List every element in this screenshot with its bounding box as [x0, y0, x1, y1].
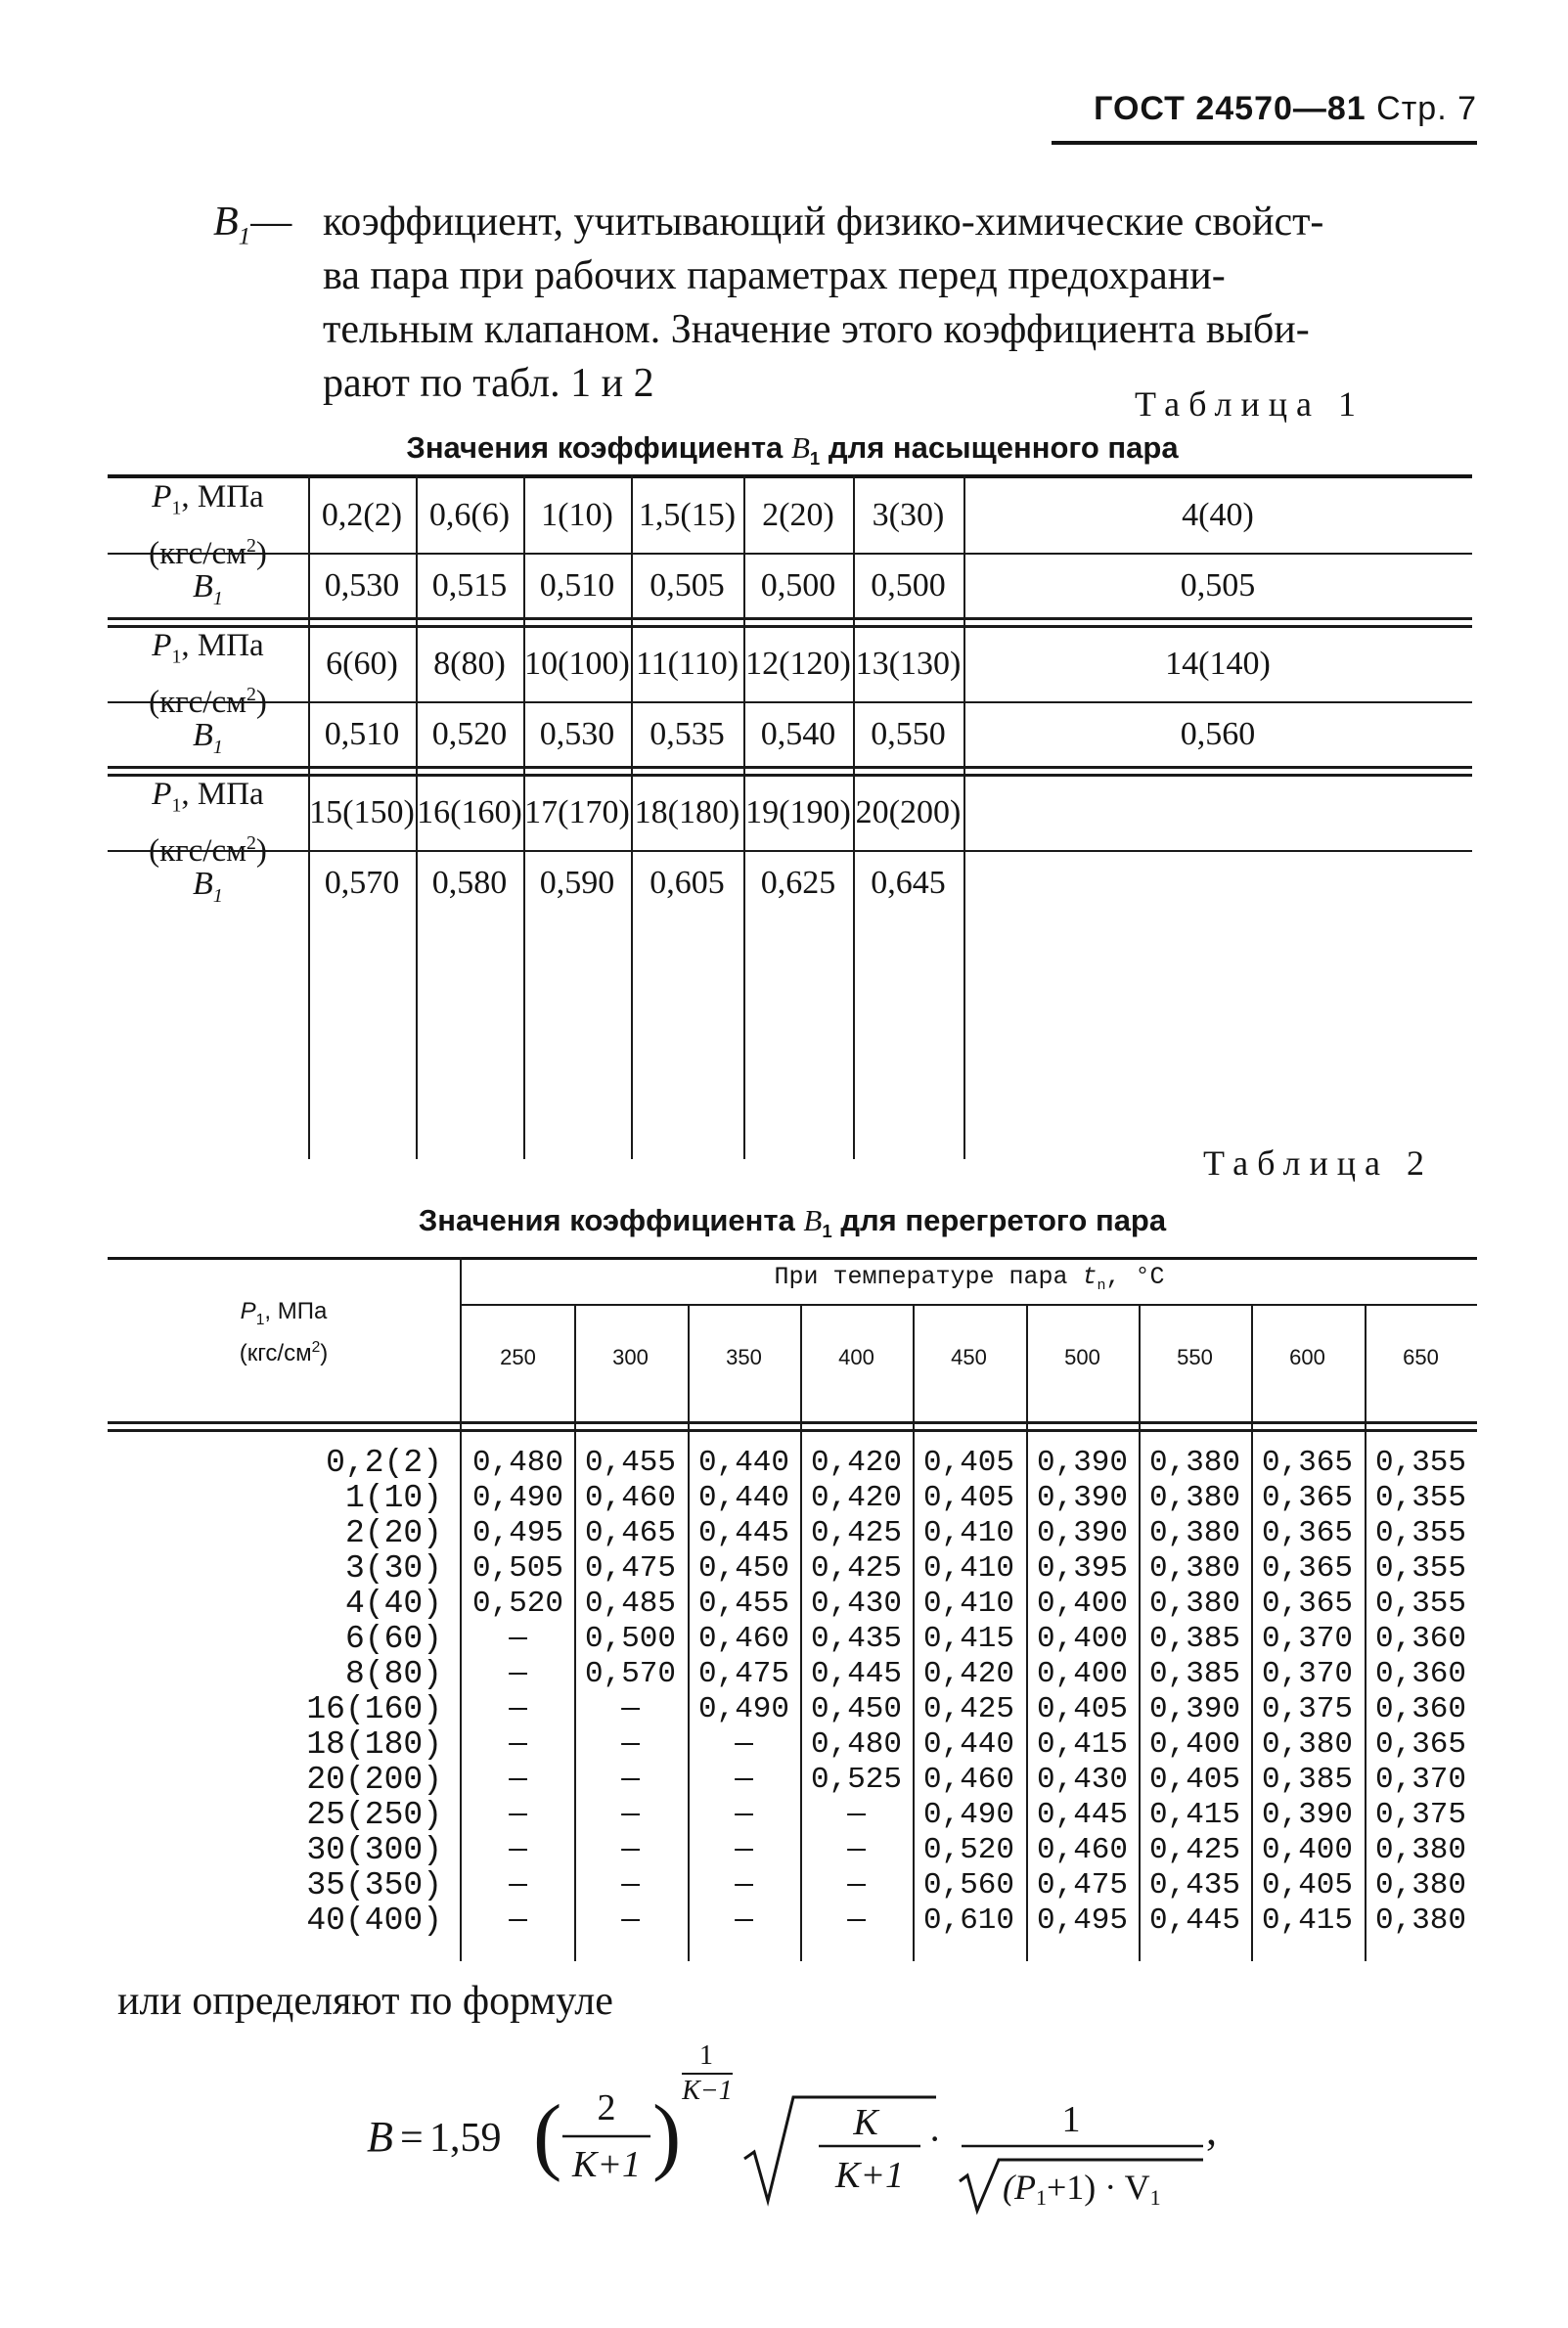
b1-row-header: $B_1$ — [193, 568, 223, 609]
b1-value-cell: 0,520 — [431, 716, 508, 753]
b1-value-cell: 0,560 — [922, 1868, 1014, 1903]
temperature-header: При температуре пара $t_n$, °С — [774, 1263, 1165, 1294]
definition-text — [323, 196, 1480, 411]
formula-frac1-den: K+1 — [572, 2144, 641, 2185]
b1-value-cell: — — [621, 1868, 640, 1903]
pressure-cell: 8(80) — [344, 1656, 442, 1692]
pressure-cell: 6(60) — [326, 646, 398, 683]
b1-value-cell: 0,355 — [1374, 1551, 1466, 1586]
b1-value-cell: 0,560 — [1180, 716, 1256, 753]
pressure-cell: 3(30) — [872, 497, 945, 534]
pressure-cell: 1,5(15) — [638, 497, 737, 534]
b1-value-cell: — — [621, 1798, 640, 1832]
b1-value-cell: 0,415 — [922, 1622, 1014, 1656]
pressure-cell: 0,2(2) — [321, 497, 403, 534]
b1-value-cell: 0,420 — [810, 1481, 902, 1515]
b1-value-cell: 0,465 — [584, 1516, 676, 1550]
b1-value-cell: 0,365 — [1261, 1446, 1353, 1480]
formula-comma: , — [1206, 2106, 1217, 2154]
pressure-cell: 17(170) — [524, 794, 630, 831]
b1-value-cell: 0,405 — [922, 1446, 1014, 1480]
pressure-cell — [963, 776, 1472, 850]
b1-value-cell: 0,480 — [810, 1727, 902, 1762]
b1-value-cell: 0,410 — [922, 1551, 1014, 1586]
b1-value-cell: 0,380 — [1148, 1446, 1240, 1480]
pressure-cell: 15(150) — [309, 794, 415, 831]
b1-value-cell: 0,390 — [1036, 1446, 1128, 1480]
b1-value-cell: 0,500 — [871, 567, 946, 604]
b1-value-cell: 0,455 — [584, 1446, 676, 1480]
b1-value-cell: 0,460 — [922, 1763, 1014, 1797]
b1-value-cell: 0,385 — [1148, 1622, 1240, 1656]
temperature-cell: 500 — [1064, 1345, 1100, 1369]
formula-exp-num: 1 — [699, 2040, 713, 2071]
b1-row-header: $B_1$ — [193, 717, 223, 758]
b1-value-cell: — — [847, 1798, 866, 1832]
b1-value-cell: 0,390 — [1036, 1481, 1128, 1515]
b1-value-cell: 0,450 — [810, 1692, 902, 1726]
b1-value-cell: 0,405 — [1261, 1868, 1353, 1903]
formula-frac2-num: K — [853, 2102, 878, 2143]
pressure-cell: 2(20) — [762, 497, 834, 534]
pressure-cell: 4(40) — [1182, 497, 1254, 534]
b1-value-cell: 0,365 — [1261, 1551, 1353, 1586]
b1-value-cell: 0,645 — [871, 865, 946, 902]
b1-value-cell: 0,460 — [1036, 1833, 1128, 1867]
formula-frac3-num: 1 — [1061, 2099, 1081, 2140]
b1-value-cell: 0,590 — [539, 865, 615, 902]
b1-value-cell: 0,500 — [584, 1622, 676, 1656]
b1-value-cell: 0,410 — [922, 1587, 1014, 1621]
b1-value-cell: 0,375 — [1374, 1798, 1466, 1832]
pressure-cell: 0,6(6) — [428, 497, 511, 534]
b1-value-cell: 0,365 — [1261, 1481, 1353, 1515]
b1-value-cell: 0,510 — [324, 716, 400, 753]
b1-value-cell: 0,375 — [1261, 1692, 1353, 1726]
b1-value-cell: — — [509, 1798, 527, 1832]
pressure-header: $P_1$, МПа $(кгс/см^2)$ — [149, 777, 267, 869]
b1-value-cell: 0,500 — [760, 567, 836, 604]
b1-value-cell: — — [509, 1622, 527, 1656]
b-coefficient-formula — [367, 2037, 1247, 2232]
b1-value-cell: 0,460 — [584, 1481, 676, 1515]
b1-value-cell: 0,425 — [922, 1692, 1014, 1726]
b1-value-cell: 0,425 — [1148, 1833, 1240, 1867]
b1-value-cell: 0,570 — [324, 865, 400, 902]
b1-value-cell: 0,520 — [471, 1587, 563, 1621]
b1-value-cell: 0,360 — [1374, 1692, 1466, 1726]
definition-line: коэффициент, учитывающий физико-химические свойст- — [323, 200, 1324, 245]
pressure-header: $P_1$, МПа $(кгс/см^2)$ — [149, 479, 267, 571]
table2-caption: Значения коэффициента $B_1$ для перегретого пара — [418, 1203, 1167, 1242]
pressure-cell: 11(110) — [635, 646, 739, 683]
formula-equals: = — [400, 2116, 424, 2161]
b1-value-cell: 0,525 — [810, 1763, 902, 1797]
b1-value-cell: 0,530 — [324, 567, 400, 604]
formula-frac3-den: (P1+1) · V1 — [1003, 2168, 1161, 2210]
b1-value-cell: 0,455 — [697, 1587, 789, 1621]
definition-line: рают по табл. 1 и 2 — [323, 361, 654, 406]
b1-value-cell: 0,445 — [1036, 1798, 1128, 1832]
b1-value-cell: 0,355 — [1374, 1481, 1466, 1515]
b1-value-cell: 0,490 — [471, 1481, 563, 1515]
b1-value-cell — [963, 852, 1472, 915]
b1-value-cell: 0,440 — [922, 1727, 1014, 1762]
standard-number: ГОСТ 24570—81 — [1094, 90, 1366, 127]
table1-label: Таблица 1 — [1135, 384, 1365, 424]
b1-value-cell: 0,365 — [1261, 1587, 1353, 1621]
b1-value-cell: 0,385 — [1148, 1657, 1240, 1691]
b1-value-cell: 0,475 — [584, 1551, 676, 1586]
formula-frac2-den: K+1 — [835, 2155, 904, 2196]
b1-value-cell: 0,605 — [650, 865, 725, 902]
pressure-cell: 6(60) — [344, 1621, 442, 1657]
b1-value-cell: 0,550 — [871, 716, 946, 753]
b1-value-cell: 0,360 — [1374, 1622, 1466, 1656]
temperature-cell: 400 — [838, 1345, 874, 1369]
formula-paren-close: ) — [652, 2088, 682, 2183]
pressure-cell: 20(200) — [306, 1762, 442, 1798]
b1-value-cell: 0,410 — [922, 1516, 1014, 1550]
b1-value-cell: 0,515 — [431, 567, 508, 604]
b1-value-cell: — — [735, 1727, 753, 1762]
b1-value-cell: 0,400 — [1036, 1587, 1128, 1621]
pressure-cell: 1(10) — [541, 497, 613, 534]
b1-value-cell: 0,370 — [1261, 1657, 1353, 1691]
b1-value-cell: 0,415 — [1036, 1727, 1128, 1762]
b1-value-cell: — — [509, 1868, 527, 1903]
b1-value-cell: 0,430 — [1036, 1763, 1128, 1797]
b1-value-cell: 0,530 — [539, 716, 615, 753]
b1-value-cell: 0,490 — [922, 1798, 1014, 1832]
b1-value-cell: 0,380 — [1148, 1587, 1240, 1621]
formula-exp-den: K−1 — [682, 2076, 733, 2106]
b1-value-cell: 0,520 — [922, 1833, 1014, 1867]
pressure-cell: 16(160) — [306, 1691, 442, 1727]
pressure-cell: 16(160) — [417, 794, 522, 831]
b1-value-cell: 0,380 — [1148, 1481, 1240, 1515]
b1-value-cell: 0,370 — [1261, 1622, 1353, 1656]
pressure-cell: 0,2(2) — [326, 1445, 442, 1481]
b1-value-cell: 0,440 — [697, 1481, 789, 1515]
b1-value-cell: 0,490 — [697, 1692, 789, 1726]
b1-value-cell: 0,385 — [1261, 1763, 1353, 1797]
b1-value-cell: — — [735, 1833, 753, 1867]
b1-value-cell: 0,405 — [922, 1481, 1014, 1515]
page-header — [1047, 90, 1477, 128]
b1-value-cell: 0,415 — [1148, 1798, 1240, 1832]
b1-value-cell: — — [847, 1868, 866, 1903]
b1-value-cell: 0,420 — [922, 1657, 1014, 1691]
b1-value-cell: 0,485 — [584, 1587, 676, 1621]
temperature-cell: 600 — [1289, 1345, 1325, 1369]
b1-value-cell: 0,435 — [1148, 1868, 1240, 1903]
b1-value-cell: 0,355 — [1374, 1587, 1466, 1621]
pressure-cell: 14(140) — [1165, 646, 1271, 683]
pressure-cell: 19(190) — [745, 794, 851, 831]
pressure-cell: 13(130) — [855, 646, 962, 683]
b1-value-cell: — — [847, 1903, 866, 1938]
b1-value-cell: 0,625 — [760, 865, 836, 902]
b1-value-cell: 0,425 — [810, 1516, 902, 1550]
formula-coefficient: 1,59 — [429, 2116, 502, 2161]
b1-value-cell: 0,420 — [810, 1446, 902, 1480]
b1-value-cell: — — [735, 1763, 753, 1797]
b1-value-cell: 0,510 — [539, 567, 615, 604]
b1-value-cell: 0,425 — [810, 1551, 902, 1586]
b1-value-cell: 0,400 — [1261, 1833, 1353, 1867]
pressure-cell: 20(200) — [855, 794, 962, 831]
b1-value-cell: — — [621, 1833, 640, 1867]
b1-value-cell: — — [509, 1727, 527, 1762]
definition-line: ва пара при рабочих параметрах перед предохрани- — [323, 253, 1226, 298]
b1-value-cell: 0,380 — [1148, 1516, 1240, 1550]
b1-value-cell: 0,445 — [810, 1657, 902, 1691]
table2-header-separator — [108, 1421, 1477, 1432]
temperature-cell: 300 — [612, 1345, 649, 1369]
b1-value-cell: 0,405 — [1148, 1763, 1240, 1797]
pressure-cell: 40(400) — [306, 1903, 442, 1939]
b1-value-cell: 0,405 — [1036, 1692, 1128, 1726]
b1-value-cell: — — [621, 1692, 640, 1726]
b1-value-cell: 0,450 — [697, 1551, 789, 1586]
b1-value-cell: 0,505 — [1180, 567, 1256, 604]
formula-intro: или определяют по формуле — [117, 1979, 613, 2024]
b1-value-cell: 0,365 — [1374, 1727, 1466, 1762]
b1-value-cell: 0,400 — [1036, 1622, 1128, 1656]
b1-value-cell: — — [509, 1657, 527, 1691]
table2-temp-header-rule — [462, 1304, 1477, 1306]
pressure-cell: 12(120) — [745, 646, 851, 683]
pressure-cell: 30(300) — [306, 1832, 442, 1868]
pressure-cell: 8(80) — [433, 646, 506, 683]
b1-value-cell: 0,495 — [471, 1516, 563, 1550]
b1-value-cell: 0,460 — [697, 1622, 789, 1656]
table2-top-rule — [108, 1257, 1477, 1260]
b1-row-header: $B_1$ — [193, 866, 223, 907]
b1-value-cell: 0,390 — [1148, 1692, 1240, 1726]
b1-value-cell: 0,480 — [471, 1446, 563, 1480]
pressure-cell: 4(40) — [344, 1586, 442, 1622]
b1-value-cell: 0,380 — [1261, 1727, 1353, 1762]
b1-value-cell: 0,395 — [1036, 1551, 1128, 1586]
b1-value-cell: — — [735, 1798, 753, 1832]
b1-value-cell: 0,355 — [1374, 1516, 1466, 1550]
b1-value-cell: 0,540 — [760, 716, 836, 753]
b1-value-cell: 0,435 — [810, 1622, 902, 1656]
b1-value-cell: 0,495 — [1036, 1903, 1128, 1938]
pressure-cell: 18(180) — [634, 794, 740, 831]
b1-value-cell: 0,360 — [1374, 1657, 1466, 1691]
b1-value-cell: — — [509, 1833, 527, 1867]
b1-value-cell: 0,570 — [584, 1657, 676, 1691]
b1-value-cell: — — [735, 1903, 753, 1938]
temperature-cell: 650 — [1403, 1345, 1439, 1369]
pressure-cell: 25(250) — [306, 1797, 442, 1833]
b1-value-cell: 0,415 — [1261, 1903, 1353, 1938]
superheated-steam-table — [108, 1257, 1477, 1961]
b1-value-cell: — — [509, 1763, 527, 1797]
b1-value-cell: 0,505 — [471, 1551, 563, 1586]
temperature-cell: 250 — [500, 1345, 536, 1369]
pressure-cell: 2(20) — [344, 1515, 442, 1551]
b1-value-cell: 0,400 — [1036, 1657, 1128, 1691]
temperature-cell: 450 — [951, 1345, 987, 1369]
table2-label: Таблица 2 — [1203, 1143, 1433, 1183]
definition-line: тельным клапаном. Значение этого коэффициента выби- — [323, 307, 1310, 352]
b1-value-cell: 0,505 — [650, 567, 725, 604]
b1-value-cell: 0,475 — [697, 1657, 789, 1691]
header-rule — [1052, 141, 1477, 145]
b1-value-cell: — — [621, 1727, 640, 1762]
formula-lhs: B — [367, 2113, 393, 2161]
b1-value-cell: 0,380 — [1374, 1868, 1466, 1903]
coefficient-definition — [213, 196, 1480, 411]
pressure-cell: 10(100) — [524, 646, 630, 683]
b1-value-cell: — — [847, 1833, 866, 1867]
formula-frac1-num: 2 — [597, 2087, 616, 2128]
formula-paren-open: ( — [533, 2088, 562, 2183]
b1-value-cell: 0,475 — [1036, 1868, 1128, 1903]
pressure-column-header: $P_1$, МПа $(кгс/см^2)$ — [239, 1298, 329, 1366]
saturated-steam-table — [108, 474, 1472, 1159]
pressure-cell: 35(350) — [306, 1867, 442, 1903]
b1-value-cell: 0,380 — [1148, 1551, 1240, 1586]
b1-value-cell: 0,430 — [810, 1587, 902, 1621]
b1-value-cell: 0,610 — [922, 1903, 1014, 1938]
pressure-cell: 18(180) — [306, 1726, 442, 1763]
b1-value-cell: — — [735, 1868, 753, 1903]
b1-value-cell: 0,380 — [1374, 1903, 1466, 1938]
b1-value-cell: 0,580 — [431, 865, 508, 902]
b1-value-cell: 0,390 — [1261, 1798, 1353, 1832]
b1-value-cell: 0,370 — [1374, 1763, 1466, 1797]
b1-value-cell: 0,445 — [1148, 1903, 1240, 1938]
page-number: Стр. 7 — [1376, 90, 1477, 127]
b1-value-cell: 0,390 — [1036, 1516, 1128, 1550]
b1-value-cell: — — [621, 1763, 640, 1797]
b1-value-cell: 0,365 — [1261, 1516, 1353, 1550]
table1-caption: Значения коэффициента $B_1$ для насыщенного пара — [406, 430, 1179, 470]
b1-value-cell: 0,445 — [697, 1516, 789, 1550]
definition-symbol: $B_1—$ — [213, 200, 292, 250]
b1-value-cell: 0,400 — [1148, 1727, 1240, 1762]
b1-value-cell: 0,440 — [697, 1446, 789, 1480]
b1-value-cell: — — [509, 1903, 527, 1938]
b1-value-cell: 0,535 — [650, 716, 725, 753]
b1-value-cell: 0,380 — [1374, 1833, 1466, 1867]
temperature-cell: 550 — [1177, 1345, 1213, 1369]
temperature-cell: 350 — [726, 1345, 762, 1369]
b1-value-cell: — — [509, 1692, 527, 1726]
pressure-header: $P_1$, МПа $(кгс/см^2)$ — [149, 628, 267, 720]
formula-dot: · — [928, 2117, 942, 2161]
b1-value-cell: — — [621, 1903, 640, 1938]
pressure-cell: 3(30) — [344, 1550, 442, 1587]
pressure-cell: 1(10) — [344, 1480, 442, 1516]
b1-value-cell: 0,355 — [1374, 1446, 1466, 1480]
